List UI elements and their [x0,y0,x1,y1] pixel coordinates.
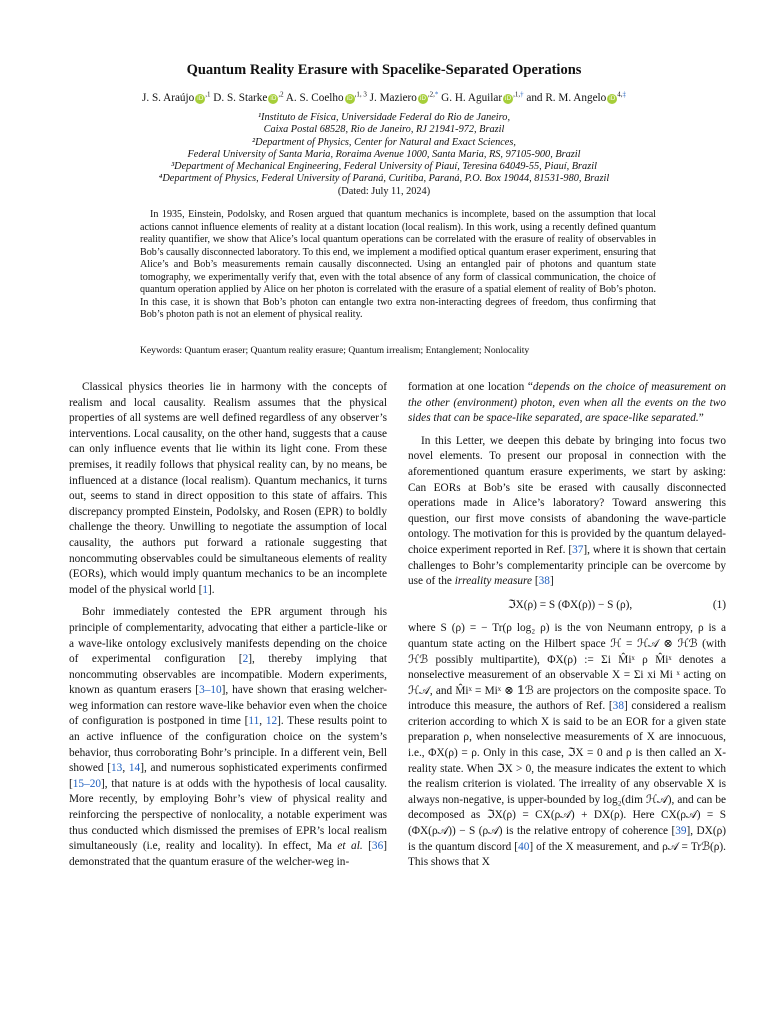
orcid-icon[interactable]: iD [609,95,616,102]
citation-link[interactable]: 3–10 [199,684,222,697]
orcid-icon[interactable]: iD [504,95,512,102]
orcid-icon[interactable]: iD [419,95,427,102]
affiliation-line: ²Department of Physics, Center for Natural and Exact Sciences, [252,136,516,148]
author-name: J. Maziero [369,92,417,104]
citation-link[interactable]: 40 [518,840,530,853]
right-column [408,380,726,871]
citation-link[interactable]: 38 [538,575,550,588]
citation-link[interactable]: 38 [612,700,624,713]
paper-title: Quantum Reality Erasure with Spacelike-Separated Operations [186,62,582,78]
author-affiliation-marker: 1, [514,90,521,99]
affiliation-line: ³Department of Mechanical Engineering, Federal University of Piauí, Teresina 64049-55, Piauí, Brazil [171,161,597,173]
orcid-icon[interactable]: iD [270,95,277,102]
body-paragraph: Classical physics theories lie in harmony with the concepts of realism and local causality. Realism assumes that the physical properties of all systems are well defined regardless of any observer’s interventions. Local causality, on the other hand, suggests that a cause can only influence events that lie within its light cone. From these premises, it readily follows that physical reality can, by no means, be influenced at a distance (local realism). Quantum mechanics, it turns out, seems to stand in direct opposition to this state of affairs. This discrepancy prompted Einstein, Podolsky, and Rosen (EPR) to boldly challenge the theory. Unwilling to negotiate the assumption of local causality, the authors put forward a rationale suggesting that noncommuting observables could be simultaneous elements of reality (EORs), which would imply quantum mechanics to be an incomplete model of the physical world [1]. [69,381,387,596]
citation-link[interactable]: 36 [371,840,384,853]
citation-link[interactable]: 1 [202,583,208,596]
citation-link[interactable]: 12 [265,715,278,728]
author-name: D. S. Starke [213,92,268,104]
author-affiliation-marker: 2 [280,90,284,99]
corresponding-author-mark[interactable]: † [520,90,524,99]
body-paragraph: where S (ρ) = − Tr(ρ log₂ ρ) is the von Neumann entropy, ρ is a quantum state acting on the Hilbert space ℋ = ℋ𝒜 ⊗ ℋℬ (with ℋℬ possibly multipartite), ΦX(ρ) := Σi M̂iˣ ρ M̂iˣ denotes a nonselective measurement of an observable X = Σi xi Mi ˣ acting on ℋ𝒜, and M̂iˣ = Miˣ ⊗ 𝟙ℬ are projectors on the composite space. To introduce this measure, the authors of Ref. [38] considered a realism criterion according to which X is said to be an EOR for a given state preparation ρ, when nonselective measurements of X are innocuous, i.e., ΦX(ρ) = ρ. Only in this case, ℑX = 0 and ρ is then called an X-reality state. When ℑX > 0, the measure indicates the extent to which the realism criterion is violated. The irreality of any observable X is always non-negative, is upper-bounded by log₂(dim ℋ𝒜), and can be decomposed as ℑX(ρ) = CX(ρ𝒜) + DX(ρ). Here CX(ρ𝒜) = S (ΦX(ρ𝒜)) − S (ρ𝒜) is the relative entropy of coherence [39], DX(ρ) is the quantum discord [40] of the X measurement, and ρ𝒜 = Trℬ(ρ). This shows that X [408,622,727,869]
affiliation-line: Caixa Postal 68528, Rio de Janeiro, RJ 21941-972, Brazil [263,124,505,136]
corresponding-author-mark[interactable]: ‡ [622,90,626,99]
body-paragraph: formation at one location “depends on the choice of measurement on the other (environment) photon, even when all the events on the two sides that can be space-like separated, are space-like separated.” [408,381,726,425]
citation-link[interactable]: 14 [128,762,141,775]
citation-link[interactable]: 39 [675,825,687,838]
author-affiliation-marker: 2, [429,90,435,99]
affiliation-line: ¹Instituto de Física, Universidade Federal do Rio de Janeiro, [257,112,511,123]
citation-link[interactable]: 13 [111,762,123,775]
equation-body: ℑX(ρ) = S (ΦX(ρ)) − S (ρ), [507,598,633,611]
citation-link[interactable]: 15–20 [72,777,102,790]
keywords: Keywords: Quantum eraser; Quantum reality erasure; Quantum irrealism; Entanglement; Nonlocality [140,345,530,356]
citation-link[interactable]: 37 [572,543,584,556]
orcid-icon[interactable]: iD [346,95,353,102]
abstract [140,209,656,322]
abstract-text: In 1935, Einstein, Podolsky, and Rosen argued that quantum mechanics is incomplete, based on the assumption that local actions cannot influence elements of reality at a distant location (local realism). In this work, using a recently defined quantum reality quantifier, we show that Alice’s local quantum operations can be correlated with the erasure of reality of observables in Bob’s causally disconnected laboratory. To this end, we implement a modified optical quantum eraser experiment, ensuring that Alice’s and Bob’s measurements remain causally disconnected. Using an entangled pair of photons and quantum state tomography, we experimentally verify that, even with the total absence of any form of classical communication, the choice of quantum operation applied by Alice on her photon is correlated with the erasure of a spatial element of reality of Bob’s photon. In this case, it is shown that Bob’s photon can entangle two extra non-interacting degrees of freedom, thus confirming that Bob’s photon path is not an element of physical reality. [140,209,656,320]
equation-1 [408,598,726,614]
corresponding-author-mark[interactable]: * [434,90,439,99]
author-affiliation-marker: 1, 3 [356,90,367,99]
author-affiliation-marker: 1 [206,90,211,99]
affiliation-line: ⁴Department of Physics, Federal University of Paraná, Curitiba, Paraná, P.O. Box 19044, 81531-980, Brazil [158,173,610,185]
orcid-icon[interactable]: iD [197,95,204,102]
author-list: J. S. Araújo $iD^{,1}$ D. S. Starke $iD^{,2}$ A. S. Coelho $iD^{,1, 3}$ J. Maziero $iD^{,2,*}$ G. H. Aguilar $iD^{,1,\dagger}$ and R. M. Angelo $iD^{4,\ddagger}$ [142,90,626,104]
date-line: (Dated: July 11, 2024) [337,185,431,197]
citation-link[interactable]: 11 [248,715,260,728]
author-name: R. M. Angelo [545,92,607,104]
body-paragraph: In this Letter, we deepen this debate by bringing into focus two novel elements. To present our proposal in connection with the aforementioned quantum erasure experiments, we start by asking: Can EORs at Bob’s site be erased with causally disconnected operations made in Alice’s laboratory? Toward answering this question, our first move consists of abandoning the wave-particle ontology. The motivation for this is provided by the quantum delayed-choice experiment reported in Ref. [37], where it is shown that certain challenges to Bohr’s complementarity principle can be overcome by use of the irreality measure [38] [408,434,726,588]
author-name: G. H. Aguilar [441,92,503,104]
affiliation-line: Federal University of Santa Maria, Roraima Avenue 1000, Santa Maria, RS, 97105-900, Brazil [187,148,581,160]
affiliations [0,112,768,198]
citation-link[interactable]: 2 [242,653,249,666]
equation-number: (1) [712,598,726,611]
author-name: A. S. Coelho [285,92,344,104]
author-affiliation-marker: 4, [617,90,623,99]
left-column [69,380,387,870]
author-name: J. S. Araújo [142,92,195,104]
body-paragraph: Bohr immediately contested the EPR argument through his principle of complementarity, advocating that either a particle-like or a wave-like ontology exclusively manifests depending on the choice of experimental configuration [2], thereby implying that noncommuting observables are incompatible. Modern experiments, known as quantum erasers [3–10], have shown that erasing welcher-weg information can restore wave-like behavior even when the choice of configuration is postponed in time [11, 12]. These results point to an active influence of the configuration choice on the system’s behavior, thus corroborating Bohr’s principle. In a different vein, Bell showed [13, 14], and numerous sophisticated experiments confirmed [15–20], that nature is at odds with the hypothesis of local causality. More recently, by employing Bohr’s view of physical reality and reinforcing the perspective of nonlocality, a notable experiment was thus conducted which dismissed the premises of EPR’s local realism simultaneously (i.e, reality and locality). In effect, Ma et al. [36] demonstrated that the quantum erasure of the welcher-weg in- [69,606,387,868]
